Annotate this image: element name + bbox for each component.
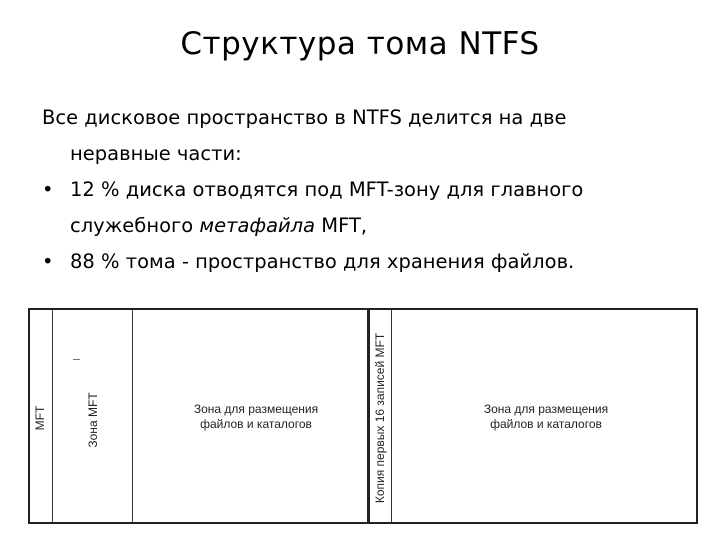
mft-label: MFT xyxy=(33,405,47,431)
mft-zone-label: Зона MFT xyxy=(86,392,100,448)
mft-divider xyxy=(52,310,53,522)
mft-copy-divider-left xyxy=(367,310,370,522)
ntfs-volume-diagram xyxy=(28,308,698,524)
intro-line-continued: неравные части: xyxy=(70,142,242,165)
bullet-text: 12 % диска отводятся под MFT-зону для главного xyxy=(70,178,584,201)
file-zone-2-line1: Зона для размещения xyxy=(483,402,609,416)
file-zone-label-2 xyxy=(484,402,608,432)
file-zone-2-line2: файлов и каталогов xyxy=(490,417,602,431)
bullet-item-files xyxy=(42,244,692,280)
mft-copy-label: Копия первых 16 записей MFT xyxy=(373,332,387,504)
intro-line: Все дисковое пространство в NTFS делится на две xyxy=(42,106,567,129)
mft-zone-divider xyxy=(132,310,133,522)
slide-title: Структура тома NTFS xyxy=(180,26,540,62)
bullet-text: 88 % тома - пространство для хранения файлов. xyxy=(70,250,575,273)
slide-body xyxy=(42,100,692,280)
bullet-icon: • xyxy=(42,250,54,273)
bullet-text-prefix: служебного xyxy=(70,214,200,237)
file-zone-1-line2: файлов и каталогов xyxy=(200,417,312,431)
bullet-item-mft-zone xyxy=(42,172,692,208)
bullet-item-mft-zone-continued xyxy=(42,208,692,244)
tick-mark xyxy=(73,359,80,360)
bullet-text-italic: метафайла xyxy=(199,214,316,237)
mft-copy-divider-right xyxy=(391,310,392,522)
file-zone-label-1 xyxy=(194,402,318,432)
bullet-icon: • xyxy=(42,178,54,201)
file-zone-1-line1: Зона для размещения xyxy=(193,402,319,416)
bullet-text-suffix: MFT, xyxy=(315,214,368,237)
